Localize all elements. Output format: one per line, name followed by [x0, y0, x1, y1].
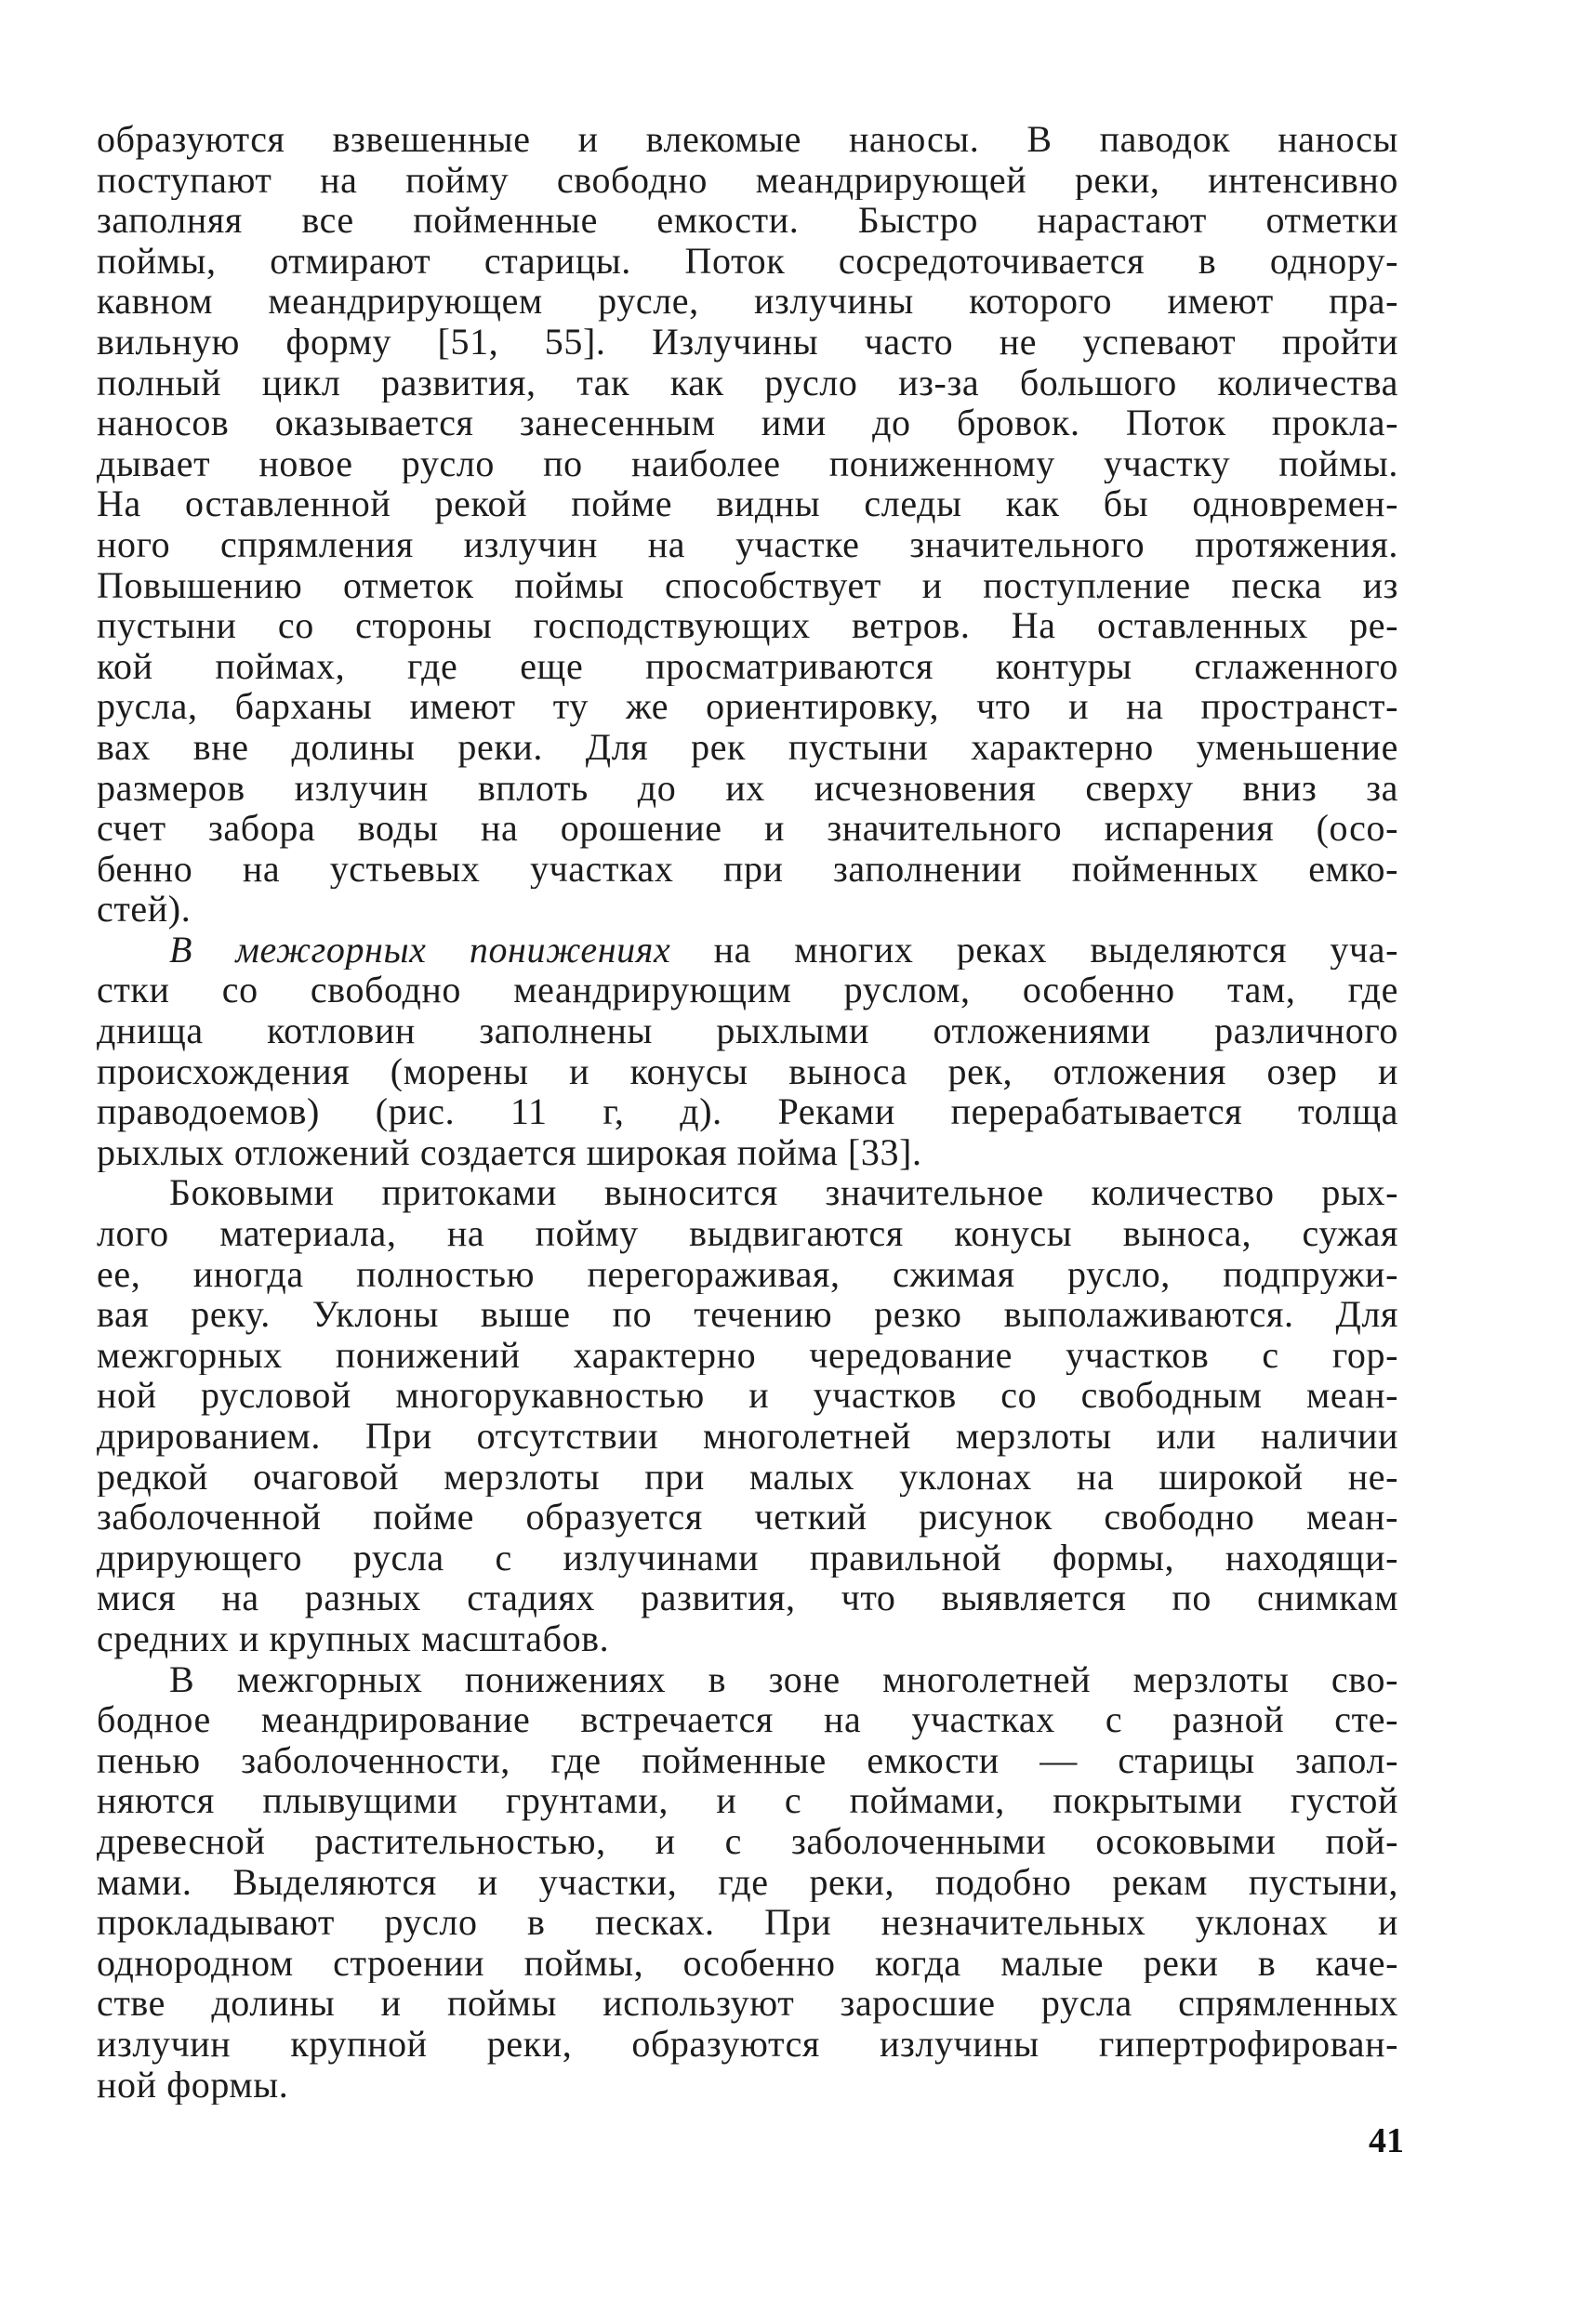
text-line: стве долины и поймы используют заросшие русла спрямленных: [97, 1983, 1398, 2024]
text-line: пенью заболоченности, где пойменные емкости — старицы запол-: [97, 1739, 1398, 1781]
text-line: поймы, отмирают старицы. Поток сосредоточивается в одноpу-: [97, 240, 1398, 282]
text-line: излучин крупной реки, образуются излучины гипертрофирован-: [97, 2023, 1398, 2065]
text-line: бенно на устьевых участках при заполнении пойменных емко-: [97, 848, 1398, 890]
text-line: ного спрямления излучин на участке значительного протяжения.: [97, 523, 1398, 565]
text-line: бодное меандрирование встречается на участках с разной сте-: [97, 1699, 1398, 1740]
text-line: наносов оказывается занесенным ими до бровок. Поток прокла-: [97, 403, 1398, 443]
text-line: кой поймах, где еще просматриваются контуры сглаженного: [97, 645, 1398, 687]
paragraph-4: [97, 1659, 1398, 2106]
text-line: рыхлых отложений создается широкая пойма [33].: [97, 1131, 922, 1173]
text-line: ной формы.: [97, 2064, 289, 2106]
text-line: размеров излучин вплоть до их исчезновения сверху вниз за: [97, 767, 1398, 809]
italic-heading-phrase: В межгорных понижениях: [169, 929, 671, 971]
text-line: счет забора воды на орошение и значительного испарения (осо-: [97, 808, 1398, 849]
text-line: средних и крупных масштабов.: [97, 1618, 610, 1659]
page-text: [97, 119, 1398, 2105]
text-line: заполняя все пойменные емкости. Быстро нарастают отметки: [97, 200, 1398, 241]
text-line: няются плывущими грунтами, и с поймами, покрытыми густой: [97, 1780, 1398, 1821]
text-line: однородном строении поймы, особенно когда малые реки в каче-: [97, 1942, 1398, 1984]
paragraph-2: [97, 930, 1398, 1173]
text-line: древесной растительностью, и с заболоченными осоковыми пой-: [97, 1820, 1398, 1862]
text-line: межгорных понижений характерно чередование участков с гор-: [97, 1334, 1398, 1376]
text-fragment: на многих реках выделяются уча-: [670, 929, 1398, 971]
page-number: 41: [1369, 2121, 1404, 2160]
text-line: На оставленной рекой пойме видны следы как бы одновремен-: [97, 483, 1398, 524]
text-line: прокладывают русло в песках. При незначительных уклонах и: [97, 1902, 1398, 1943]
text-line: ной русловой многорукавностью и участков со свободным меан-: [97, 1375, 1398, 1416]
text-line: русла, барханы имеют ту же ориентировку, что и на пространст-: [97, 686, 1398, 727]
text-line: происхождения (морены и конусы выноса рек, отложения озер и: [97, 1050, 1398, 1092]
text-line: вах вне долины реки. Для рек пустыни характерно уменьшение: [97, 726, 1398, 768]
text-line: Боковыми притоками выносится значительное количество рых-: [169, 1172, 1398, 1214]
text-line: дрирующего русла с излучинами правильной формы, находящи-: [97, 1537, 1398, 1578]
text-line: днища котловин заполнены рыхлыми отложениями различного: [97, 1010, 1398, 1051]
text-line: мами. Выделяются и участки, где реки, подобно рекам пустыни,: [97, 1861, 1398, 1903]
text-line: стей).: [97, 889, 192, 930]
text-line: стки со свободно меандрирующим руслом, особенно там, где: [97, 970, 1398, 1011]
text-line: дывает новое русло по наиболее пониженному участку поймы.: [97, 442, 1398, 484]
text-line: заболоченной пойме образуется четкий рисунок свободно меан-: [97, 1497, 1398, 1538]
text-line: полный цикл развития, так как русло из-за большого количества: [97, 362, 1398, 403]
text-line: дрированием. При отсутствии многолетней мерзлоты или наличии: [97, 1416, 1398, 1457]
text-line: поступают на пойму свободно меандрирующей реки, интенсивно: [97, 159, 1398, 201]
text-line: вильную форму [51, 55]. Излучины часто не успевают пройти: [97, 321, 1398, 363]
text-line: образуются взвешенные и влекомые наносы. В паводок наносы: [97, 119, 1398, 160]
text-line: ее, иногда полностью перегораживая, сжимая русло, подпружи-: [97, 1253, 1398, 1295]
paragraph-3: [97, 1172, 1398, 1658]
text-line: лого материала, на пойму выдвигаются конусы выноса, сужая: [97, 1213, 1398, 1254]
text-line: В межгорных понижениях в зоне многолетней мерзлоты сво-: [169, 1658, 1398, 1700]
paragraph-1: [97, 119, 1398, 930]
text-line: Повышению отметок поймы способствует и поступление песка из: [97, 564, 1398, 606]
text-line: вая реку. Уклоны выше по течению резко выполаживаются. Для: [97, 1294, 1398, 1335]
text-line: редкой очаговой мерзлоты при малых уклонах на широкой не-: [97, 1456, 1398, 1498]
text-line: праводоемов) (рис. 11 г, д). Реками перерабатывается толща: [97, 1091, 1398, 1132]
text-line: [97, 930, 1398, 971]
text-line: пустыни со стороны господствующих ветров. На оставленных ре-: [97, 605, 1398, 646]
text-line: мися на разных стадиях развития, что выявляется по снимкам: [97, 1578, 1398, 1618]
text-line: кавном меандрирующем русле, излучины которого имеют пра-: [97, 281, 1398, 322]
